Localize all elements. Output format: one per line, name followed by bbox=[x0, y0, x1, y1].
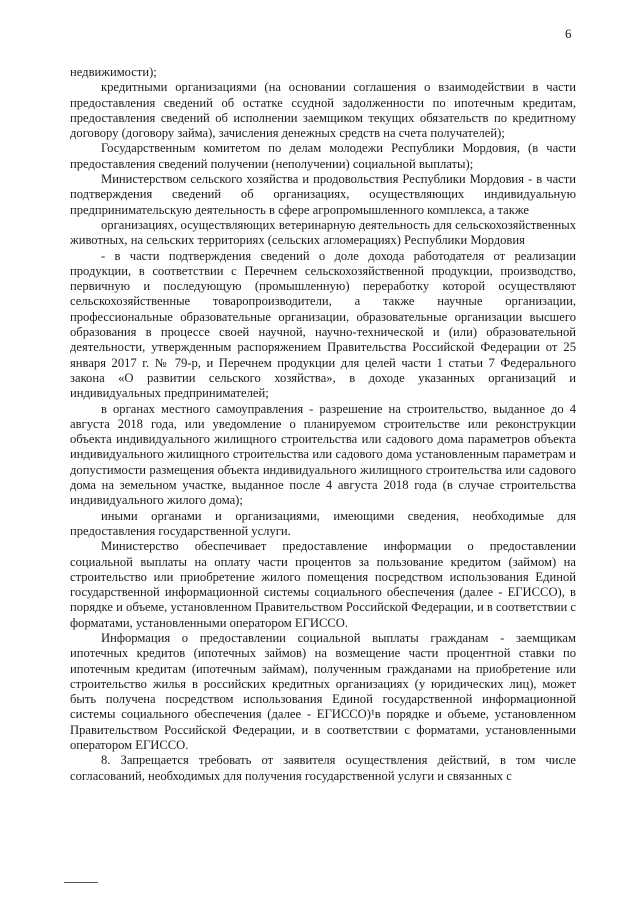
page-number: 6 bbox=[565, 26, 572, 41]
paragraph: иными органами и организациями, имеющими сведения, необходимые для предоставления государственной услуги. bbox=[70, 508, 576, 538]
paragraph: Министерством сельского хозяйства и продовольствия Республики Мордовия - в части подтверждения сведений об организациях, осуществляющих индивидуальную предпринимательскую деятельность в сфере агропромышленного комплекса, а также bbox=[70, 172, 576, 217]
paragraph: Министерство обеспечивает предоставление информации о предоставлении социальной выплаты на оплату части процентов за пользование кредитом (займом) на строительство или приобретение жилого помещения посредством использования Единой государственной информационной системы социального обеспечения (далее - ЕГИССО), в порядке и объеме, установленном Правительством Российской Федерации, и в соответствии с форматами, установленными оператором ЕГИССО. bbox=[70, 539, 576, 630]
paragraph: в органах местного самоуправления - разрешение на строительство, выданное до 4 августа 2018 года, или уведомление о планируемом строительстве или реконструкции объекта индивидуального жилищного строительства или садового дома параметров объекта индивидуального жилищного строительства или садового дома установленным параметрам и допустимости размещения объекта индивидуального жилищного строительства или садового дома на земельном участке, выданное после 4 августа 2018 года (в случае строительства индивидуального жилого дома); bbox=[70, 401, 576, 508]
footnote-divider bbox=[64, 882, 98, 883]
paragraph: кредитными организациями (на основании соглашения о взаимодействии в части предоставления сведений об остатке ссудной задолженности по ипотечным кредитам, предоставления сведений об исполнении заемщиком текущих обязательств по кредитному договору (договору займа), зачисления денежных средств на счета получателей); bbox=[70, 80, 576, 141]
paragraph: организациях, осуществляющих ветеринарную деятельность для сельскохозяйственных животных, на сельских территориях (сельских агломерациях) Республики Мордовия bbox=[70, 217, 576, 248]
document-body bbox=[70, 65, 576, 784]
paragraph: 8. Запрещается требовать от заявителя осуществления действий, в том числе согласований, необходимых для получения государственной услуги и связанных с bbox=[70, 753, 576, 783]
paragraph: Информация о предоставлении социальной выплаты гражданам - заемщикам ипотечных кредитов (ипотечных займов) на возмещение части процентной ставки по ипотечным кредитам (ипотечным займам), полученным гражданами на приобретение или строительство жилья в российских кредитных организациях (у юридических лиц), может быть получена посредством использования Единой государственной информационной системы социального обеспечения (далее - ЕГИССО)¹в порядке и объеме, установленном Правительством Российской Федерации, и в соответствии с форматами, установленными оператором ЕГИССО. bbox=[70, 630, 576, 753]
paragraph: - в части подтверждения сведений о доле дохода работодателя от реализации продукции, в соответствии с Перечнем сельскохозяйственной продукции, производство, первичную и последующую (промышленную) переработку которой осуществляют сельскохозяйственные товаропроизводители, а также научные организации, профессиональные образовательные организации, образовательные организации высшего образования в процессе своей научной, научно-технической и (или) образовательной деятельности, утвержденным распоряжением Правительства Российской Федерации от 25 января 2017 г. № 79-р, и Перечнем продукции для целей части 1 статьи 7 Федерального закона «О развитии сельского хозяйства», в доходе указанных организаций и индивидуальных предпринимателей; bbox=[70, 248, 576, 401]
paragraph: Государственным комитетом по делам молодежи Республики Мордовия, (в части предоставления сведений получении (неполучении) социальной выплаты); bbox=[70, 141, 576, 171]
paragraph: недвижимости); bbox=[70, 65, 157, 79]
